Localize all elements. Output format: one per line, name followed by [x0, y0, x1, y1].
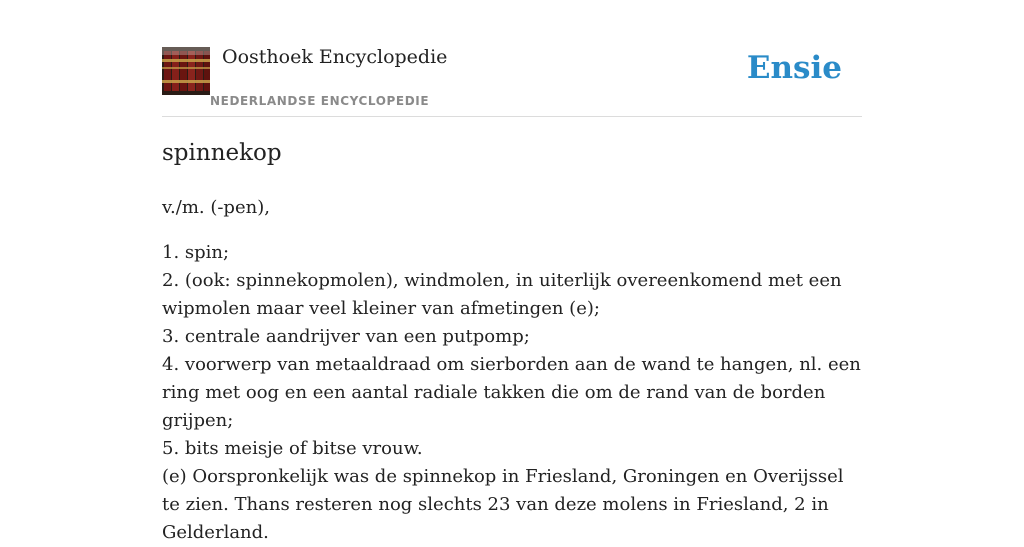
- ensie-brand-link[interactable]: Ensie: [746, 50, 842, 86]
- site-title[interactable]: Oosthoek Encyclopedie: [222, 46, 448, 68]
- encyclopedia-books-icon[interactable]: [162, 47, 210, 95]
- definition-item: 4. voorwerp van metaaldraad om sierborden aan de wand te hangen, nl. een ring met oog en een aantal radiale takken die om de rand van de borden grijpen;: [162, 354, 861, 431]
- entry-note: (e) Oorspronkelijk was de spinnekop in Friesland, Groningen en Overijssel te zien. Thans resteren nog slechts 23 van deze molens in Friesland, 2 in Gelderland.: [162, 466, 844, 543]
- definition-item: 2. (ook: spinnekopmolen), windmolen, in uiterlijk overeenkomend met een wipmolen maar veel kleiner van afmetingen (e);: [162, 270, 842, 319]
- definition-item: 5. bits meisje of bitse vrouw.: [162, 438, 423, 459]
- site-header: [162, 0, 862, 117]
- definition-item: 1. spin;: [162, 242, 230, 263]
- site-subtitle: NEDERLANDSE ENCYCLOPEDIE: [210, 94, 430, 108]
- definition-list: [162, 239, 862, 463]
- page-container: [162, 0, 862, 543]
- entry-title: spinnekop: [162, 140, 282, 166]
- definition-item: 3. centrale aandrijver van een putpomp;: [162, 326, 530, 347]
- entry-grammar: v./m. (-pen),: [162, 197, 270, 218]
